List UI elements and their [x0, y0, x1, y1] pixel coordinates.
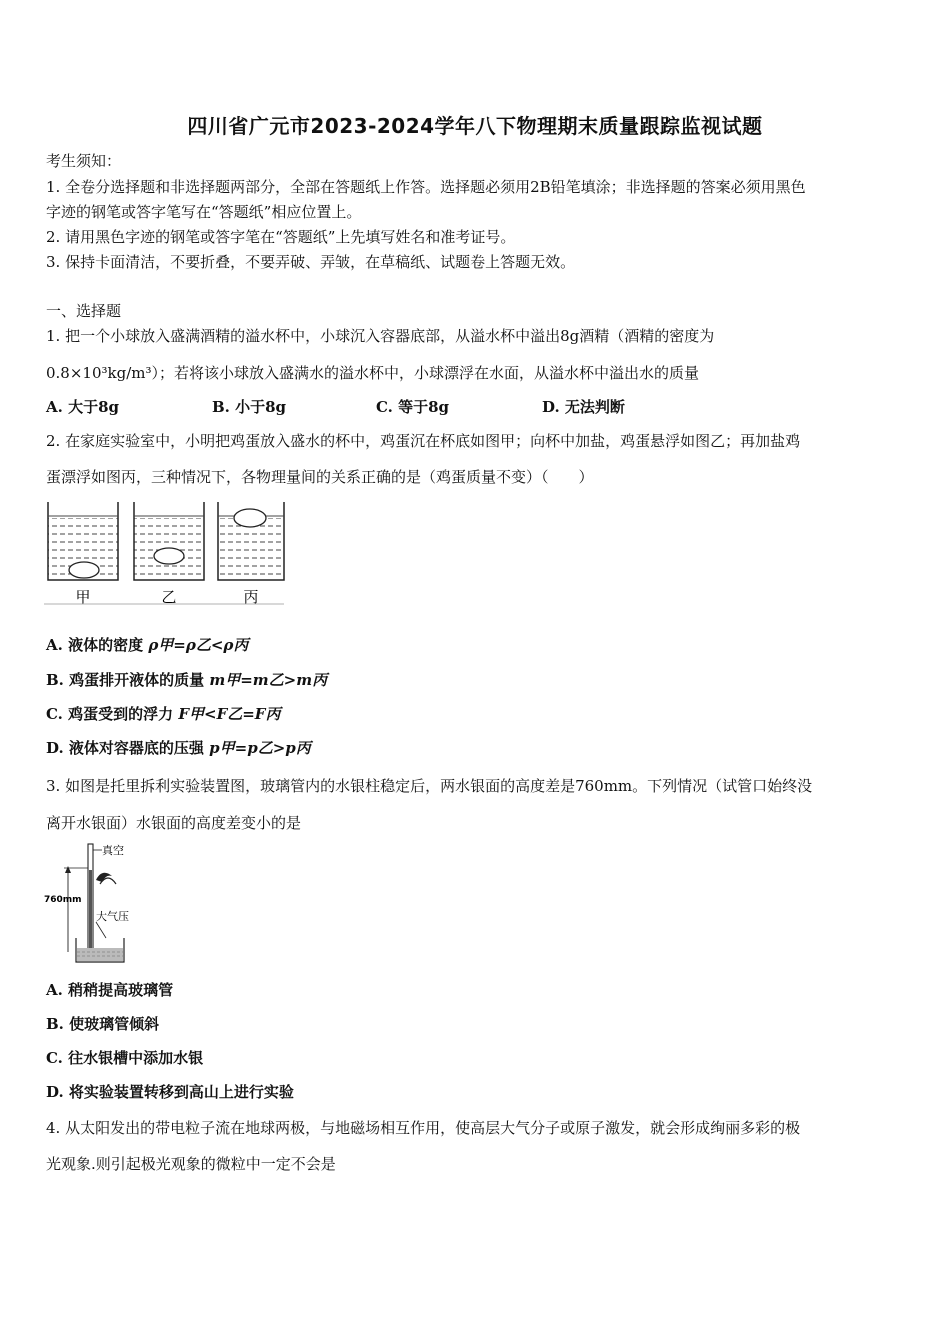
question-3-option-b: B. 使玻璃管倾斜 — [46, 1015, 160, 1033]
figure-label-yi: 乙 — [161, 588, 177, 606]
question-2-option-d: D. 液体对容器底的压强 p甲=p乙>p丙 — [46, 739, 311, 757]
egg-suspended — [154, 548, 184, 564]
question-4-line-2: 光观象.则引起极光观象的微粒中一定不会是 — [46, 1155, 336, 1173]
vacuum-label: 真空 — [102, 844, 124, 857]
beaker-jia — [48, 502, 118, 580]
question-2-option-a: A. 液体的密度 ρ甲=ρ乙<ρ丙 — [46, 636, 249, 654]
question-1-option-c: C. 等于8g — [376, 398, 450, 416]
page-title: 四川省广元市2023-2024学年八下物理期末质量跟踪监视试题 — [187, 114, 763, 138]
question-3-option-d: D. 将实验装置转移到高山上进行实验 — [46, 1083, 294, 1101]
question-2-line-1: 2. 在家庭实验室中，小明把鸡蛋放入盛水的杯中，鸡蛋沉在杯底如图甲；向杯中加盐，鸡蛋悬浮如图乙；再加盐鸡 — [46, 432, 801, 450]
question-3-line-1: 3. 如图是托里拆利实验装置图，玻璃管内的水银柱稳定后，两水银面的高度差是760mm。下列情况（试管口始终没 — [46, 777, 813, 795]
notice-item: 1. 全卷分选择题和非选择题两部分，全部在答题纸上作答。选择题必须用2B铅笔填涂；非选择题的答案必须用黑色 — [46, 178, 806, 196]
egg-floating — [234, 509, 266, 527]
question-1-line-2: 0.8×10³kg/m³）；若将该小球放入盛满水的溢水杯中，小球漂浮在水面，从溢水杯中溢出水的质量 — [46, 364, 700, 382]
question-4-line-1: 4. 从太阳发出的带电粒子流在地球两极，与地磁场相互作用，使高层大气分子或原子激发，就会形成绚丽多彩的极 — [46, 1119, 801, 1137]
notice-item: 3. 保持卡面清洁，不要折叠，不要弄破、弄皱，在草稿纸、试题卷上答题无效。 — [46, 253, 576, 271]
question-2-option-c: C. 鸡蛋受到的浮力 F甲<F乙=F丙 — [46, 705, 281, 723]
question-3-option-a: A. 稍稍提高玻璃管 — [46, 981, 174, 999]
question-2-line-2: 蛋漂浮如图丙，三种情况下，各物理量间的关系正确的是（鸡蛋质量不变）（ ） — [46, 468, 594, 486]
torricelli-figure — [44, 840, 144, 968]
question-3-line-2: 离开水银面）水银面的高度差变小的是 — [46, 814, 302, 832]
pressure-label: 大气压 — [96, 910, 129, 923]
question-1-option-a: A. 大于8g — [46, 398, 120, 416]
notice-item: 2. 请用黑色字迹的钢笔或答字笔在“答题纸”上先填写姓名和准考证号。 — [46, 228, 516, 246]
notice-item: 字迹的钢笔或答字笔写在“答题纸”相应位置上。 — [46, 203, 362, 221]
figure-label-bing: 丙 — [243, 588, 259, 606]
beaker-bing — [218, 502, 284, 580]
question-1-option-b: B. 小于8g — [212, 398, 287, 416]
beaker-yi — [134, 502, 204, 580]
question-1-line-1: 1. 把一个小球放入盛满酒精的溢水杯中，小球沉入容器底部，从溢水杯中溢出8g酒精（酒精的密度为 — [46, 327, 715, 345]
height-label: 760mm — [44, 895, 82, 905]
question-2-option-b: B. 鸡蛋排开液体的质量 m甲=m乙>m丙 — [46, 671, 328, 689]
hand-icon — [96, 873, 112, 882]
egg-sunk — [69, 562, 99, 578]
question-3-option-c: C. 往水银槽中添加水银 — [46, 1049, 204, 1067]
question-1-option-d: D. 无法判断 — [542, 398, 625, 416]
egg-beakers-figure — [44, 498, 288, 608]
section-heading: 一、选择题 — [46, 302, 122, 320]
notice-heading: 考生须知： — [46, 152, 122, 170]
figure-label-jia: 甲 — [75, 588, 91, 606]
